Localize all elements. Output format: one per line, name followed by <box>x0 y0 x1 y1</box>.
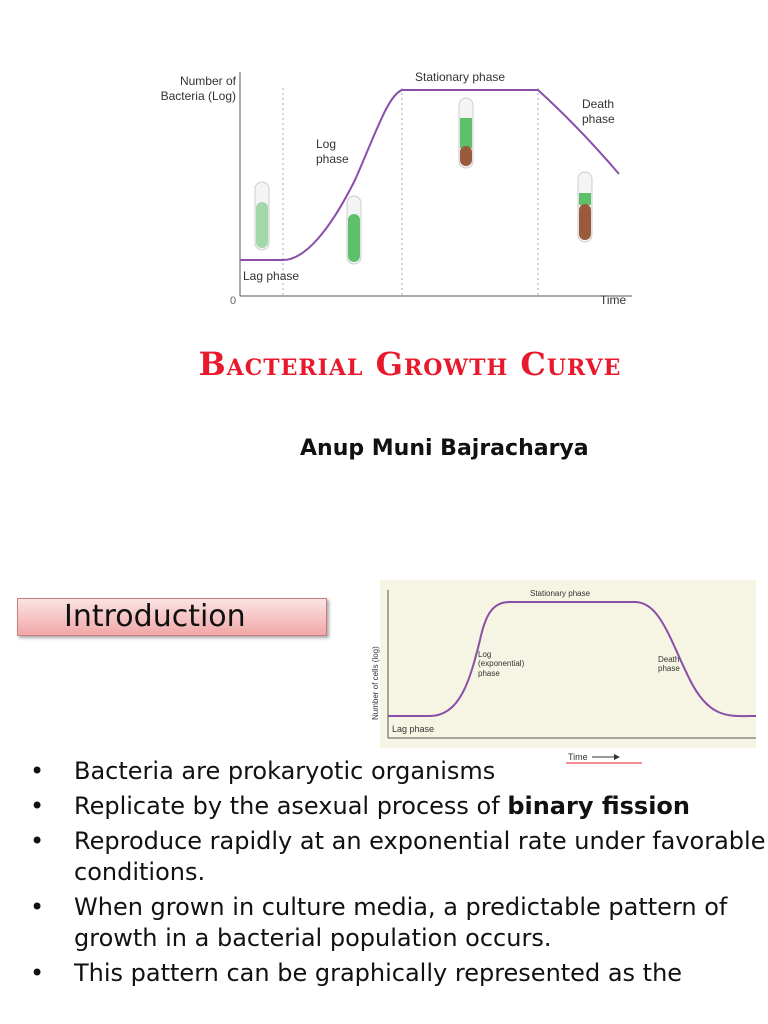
log-phase-label: phase <box>478 669 500 678</box>
bullet-item <box>28 756 768 787</box>
stationary-phase-label: Stationary phase <box>530 589 591 598</box>
log-phase-label: Log <box>316 137 337 151</box>
y-axis-label: Number of <box>179 74 236 88</box>
y-axis-label: Number of cells (log) <box>371 646 380 720</box>
log-phase-label: Log <box>478 650 492 659</box>
bullet-list <box>28 756 768 993</box>
bullet-text: Reproduce rapidly at an exponential rate under favorable conditions. <box>74 827 766 886</box>
log-phase-label: phase <box>316 152 349 166</box>
introduction-heading-box <box>17 598 327 636</box>
author-name: Anup Muni Bajracharya <box>300 436 589 461</box>
bullet-item <box>28 958 768 989</box>
lag-phase-label: Lag phase <box>243 269 300 283</box>
test-tube-death <box>578 172 592 242</box>
lag-phase-label: Lag phase <box>392 724 435 734</box>
slide-title: Bacterial Growth Curve <box>198 345 622 383</box>
bullet-icon: • <box>30 959 45 987</box>
test-tube-lag <box>255 182 269 250</box>
death-phase-label: Death <box>582 97 615 111</box>
stationary-phase-label: Stationary phase <box>415 70 506 84</box>
log-phase-label: (exponential) <box>478 659 525 668</box>
bullet-icon: • <box>30 893 45 921</box>
bullet-item <box>28 791 768 822</box>
death-phase-label: phase <box>658 664 680 673</box>
test-tube-log <box>347 196 361 264</box>
bullet-text: When grown in culture media, a predictable pattern of growth in a bacterial population occurs. <box>74 893 728 952</box>
bullet-item <box>28 826 768 888</box>
growth-curve-line <box>240 90 619 260</box>
bullet-icon: • <box>30 827 45 855</box>
growth-curve-diagram <box>0 0 768 330</box>
death-phase-label: phase <box>582 112 615 126</box>
introduction-slide <box>0 560 768 1024</box>
y-axis-label: Bacteria (Log) <box>160 89 236 103</box>
diagram-background <box>380 580 756 748</box>
growth-curve-diagram-2 <box>370 580 760 780</box>
bullet-text: Bacteria are prokaryotic organisms <box>74 757 496 785</box>
origin-label: 0 <box>230 295 237 307</box>
bullet-bold-text: binary fission <box>507 792 690 820</box>
x-axis-label: Time <box>568 752 588 762</box>
bullet-icon: • <box>30 757 45 785</box>
bullet-item <box>28 892 768 954</box>
bullet-text: Replicate by the asexual process of <box>74 792 508 820</box>
bullet-text: This pattern can be graphically represented as the <box>74 959 683 987</box>
x-axis-label: Time <box>600 293 627 307</box>
death-phase-label: Death <box>658 655 680 664</box>
test-tube-stationary <box>459 98 473 168</box>
introduction-heading: Introduction <box>64 599 246 634</box>
bullet-icon: • <box>30 792 45 820</box>
